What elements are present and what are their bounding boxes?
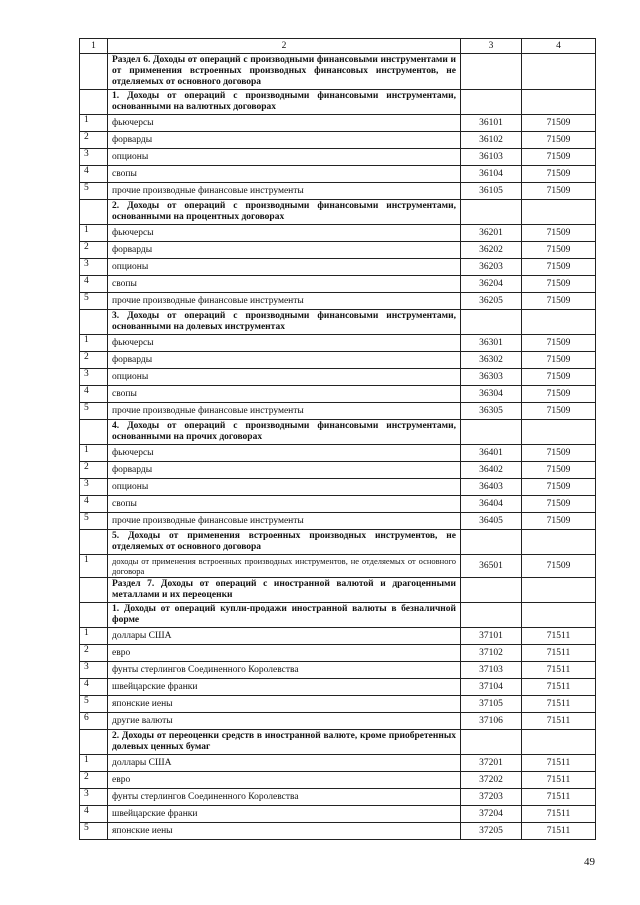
- item-name-cell: доллары США: [108, 755, 461, 772]
- row-number-cell: 1: [80, 115, 108, 132]
- item-name-cell: фунты стерлингов Соединенного Королевства: [108, 662, 461, 679]
- row-number-cell: 5: [80, 823, 108, 840]
- item-name-cell: опционы: [108, 369, 461, 386]
- account-code-cell: 36101: [461, 115, 522, 132]
- symbol-code-cell: 71509: [522, 555, 596, 578]
- account-code-cell: [461, 530, 522, 555]
- accounts-table: [79, 38, 596, 840]
- item-name-cell: прочие производные финансовые инструменты: [108, 293, 461, 310]
- item-name-cell: прочие производные финансовые инструменты: [108, 513, 461, 530]
- item-name-cell: фьючерсы: [108, 335, 461, 352]
- section-title-cell: 5. Доходы от применения встроенных производных инструментов, не отделяемых от основного договора: [108, 530, 461, 555]
- table-row: [80, 386, 596, 403]
- row-number-cell: 1: [80, 628, 108, 645]
- item-name-cell: другие валюты: [108, 713, 461, 730]
- symbol-code-cell: 71511: [522, 713, 596, 730]
- header-col-1: 1: [80, 39, 108, 54]
- symbol-code-cell: 71511: [522, 645, 596, 662]
- table-row: [80, 293, 596, 310]
- account-code-cell: [461, 603, 522, 628]
- section-title-row: [80, 603, 596, 628]
- section-title-row: [80, 54, 596, 90]
- symbol-code-cell: 71509: [522, 479, 596, 496]
- item-name-cell: доллары США: [108, 628, 461, 645]
- header-col-3: 3: [461, 39, 522, 54]
- account-code-cell: [461, 420, 522, 445]
- table-row: [80, 696, 596, 713]
- symbol-code-cell: 71509: [522, 496, 596, 513]
- row-number-cell: 3: [80, 662, 108, 679]
- table-row: [80, 496, 596, 513]
- account-code-cell: 36105: [461, 183, 522, 200]
- item-name-cell: форварды: [108, 462, 461, 479]
- row-number-cell: [80, 310, 108, 335]
- account-code-cell: 36103: [461, 149, 522, 166]
- row-number-cell: 2: [80, 645, 108, 662]
- item-name-cell: фьючерсы: [108, 115, 461, 132]
- table-row: [80, 713, 596, 730]
- section-title-row: [80, 730, 596, 755]
- item-name-cell: прочие производные финансовые инструменты: [108, 183, 461, 200]
- section-title-cell: Раздел 6. Доходы от операций с производными финансовыми инструментами и от применения встроенных производных финансовых инструментов, не отделяемых от основного договора: [108, 54, 461, 90]
- item-name-cell: опционы: [108, 149, 461, 166]
- symbol-code-cell: 71511: [522, 696, 596, 713]
- row-number-cell: 5: [80, 183, 108, 200]
- symbol-code-cell: 71509: [522, 293, 596, 310]
- symbol-code-cell: 71509: [522, 242, 596, 259]
- section-title-cell: Раздел 7. Доходы от операций с иностранной валютой и драгоценными металлами и их переоценки: [108, 578, 461, 603]
- symbol-code-cell: 71511: [522, 662, 596, 679]
- table-row: [80, 352, 596, 369]
- symbol-code-cell: 71509: [522, 403, 596, 420]
- account-code-cell: 37101: [461, 628, 522, 645]
- row-number-cell: 4: [80, 679, 108, 696]
- row-number-cell: 3: [80, 259, 108, 276]
- account-code-cell: 36204: [461, 276, 522, 293]
- account-code-cell: 37103: [461, 662, 522, 679]
- table-row: [80, 555, 596, 578]
- row-number-cell: 1: [80, 225, 108, 242]
- item-name-cell: свопы: [108, 496, 461, 513]
- header-col-2: 2: [108, 39, 461, 54]
- item-name-cell: евро: [108, 772, 461, 789]
- account-code-cell: 36304: [461, 386, 522, 403]
- row-number-cell: 5: [80, 513, 108, 530]
- table-row: [80, 166, 596, 183]
- table-row: [80, 242, 596, 259]
- account-code-cell: 36403: [461, 479, 522, 496]
- row-number-cell: 6: [80, 713, 108, 730]
- account-code-cell: 37102: [461, 645, 522, 662]
- row-number-cell: 1: [80, 445, 108, 462]
- row-number-cell: 4: [80, 806, 108, 823]
- symbol-code-cell: 71509: [522, 132, 596, 149]
- item-name-cell: швейцарские франки: [108, 806, 461, 823]
- item-name-cell: форварды: [108, 352, 461, 369]
- symbol-code-cell: 71509: [522, 166, 596, 183]
- section-title-cell: 2. Доходы от операций с производными финансовыми инструментами, основанными на процентных договорах: [108, 200, 461, 225]
- header-col-4: 4: [522, 39, 596, 54]
- table-row: [80, 772, 596, 789]
- symbol-code-cell: 71511: [522, 806, 596, 823]
- item-name-cell: форварды: [108, 132, 461, 149]
- item-name-cell: евро: [108, 645, 461, 662]
- item-name-cell: японские иены: [108, 823, 461, 840]
- table-row: [80, 115, 596, 132]
- account-code-cell: 36301: [461, 335, 522, 352]
- symbol-code-cell: 71509: [522, 513, 596, 530]
- symbol-code-cell: [522, 420, 596, 445]
- row-number-cell: 4: [80, 276, 108, 293]
- account-code-cell: 37205: [461, 823, 522, 840]
- row-number-cell: 2: [80, 132, 108, 149]
- symbol-code-cell: [522, 200, 596, 225]
- account-code-cell: [461, 200, 522, 225]
- section-title-row: [80, 200, 596, 225]
- item-name-cell: свопы: [108, 386, 461, 403]
- table-row: [80, 259, 596, 276]
- account-code-cell: 37202: [461, 772, 522, 789]
- account-code-cell: 37105: [461, 696, 522, 713]
- item-name-cell: фунты стерлингов Соединенного Королевства: [108, 789, 461, 806]
- table-row: [80, 479, 596, 496]
- account-code-cell: 36203: [461, 259, 522, 276]
- symbol-code-cell: 71509: [522, 445, 596, 462]
- symbol-code-cell: 71511: [522, 755, 596, 772]
- row-number-cell: [80, 530, 108, 555]
- section-title-row: [80, 90, 596, 115]
- table-row: [80, 645, 596, 662]
- account-code-cell: 36202: [461, 242, 522, 259]
- symbol-code-cell: [522, 603, 596, 628]
- section-title-cell: 1. Доходы от операций купли-продажи иностранной валюты в безналичной форме: [108, 603, 461, 628]
- symbol-code-cell: 71509: [522, 183, 596, 200]
- symbol-code-cell: 71509: [522, 352, 596, 369]
- page-number: 49: [584, 856, 595, 868]
- account-code-cell: 36305: [461, 403, 522, 420]
- table-row: [80, 462, 596, 479]
- account-code-cell: 36303: [461, 369, 522, 386]
- item-name-cell: фьючерсы: [108, 225, 461, 242]
- symbol-code-cell: 71509: [522, 225, 596, 242]
- account-code-cell: 37203: [461, 789, 522, 806]
- row-number-cell: 2: [80, 772, 108, 789]
- account-code-cell: 36104: [461, 166, 522, 183]
- row-number-cell: [80, 603, 108, 628]
- account-code-cell: [461, 730, 522, 755]
- table-row: [80, 276, 596, 293]
- account-code-cell: [461, 54, 522, 90]
- row-number-cell: [80, 420, 108, 445]
- symbol-code-cell: [522, 530, 596, 555]
- row-number-cell: [80, 200, 108, 225]
- table-row: [80, 662, 596, 679]
- section-title-row: [80, 420, 596, 445]
- symbol-code-cell: [522, 310, 596, 335]
- row-number-cell: 2: [80, 242, 108, 259]
- row-number-cell: 5: [80, 696, 108, 713]
- account-code-cell: 37106: [461, 713, 522, 730]
- section-title-row: [80, 530, 596, 555]
- table-row: [80, 403, 596, 420]
- symbol-code-cell: 71509: [522, 149, 596, 166]
- account-code-cell: 36405: [461, 513, 522, 530]
- account-code-cell: 36404: [461, 496, 522, 513]
- symbol-code-cell: [522, 578, 596, 603]
- symbol-code-cell: 71509: [522, 335, 596, 352]
- symbol-code-cell: 71511: [522, 772, 596, 789]
- table-row: [80, 679, 596, 696]
- row-number-cell: [80, 54, 108, 90]
- account-code-cell: [461, 310, 522, 335]
- item-name-cell: опционы: [108, 259, 461, 276]
- accounts-table-body: [80, 39, 596, 840]
- account-code-cell: 37204: [461, 806, 522, 823]
- row-number-cell: 4: [80, 386, 108, 403]
- symbol-code-cell: 71509: [522, 369, 596, 386]
- table-row: [80, 513, 596, 530]
- account-code-cell: 36402: [461, 462, 522, 479]
- row-number-cell: 1: [80, 555, 108, 578]
- row-number-cell: [80, 90, 108, 115]
- row-number-cell: 4: [80, 496, 108, 513]
- row-number-cell: 2: [80, 352, 108, 369]
- table-row: [80, 445, 596, 462]
- account-code-cell: 36401: [461, 445, 522, 462]
- table-row: [80, 755, 596, 772]
- item-name-cell: прочие производные финансовые инструменты: [108, 403, 461, 420]
- row-number-cell: 5: [80, 403, 108, 420]
- section-title-cell: 4. Доходы от операций с производными финансовыми инструментами, основанными на прочих договорах: [108, 420, 461, 445]
- row-number-cell: [80, 730, 108, 755]
- symbol-code-cell: 71511: [522, 789, 596, 806]
- section-title-row: [80, 578, 596, 603]
- item-name-cell: фьючерсы: [108, 445, 461, 462]
- section-title-cell: 3. Доходы от операций с производными финансовыми инструментами, основанными на долевых инструментах: [108, 310, 461, 335]
- table-row: [80, 149, 596, 166]
- symbol-code-cell: 71511: [522, 823, 596, 840]
- table-row: [80, 789, 596, 806]
- account-code-cell: [461, 578, 522, 603]
- symbol-code-cell: [522, 54, 596, 90]
- account-code-cell: [461, 90, 522, 115]
- item-name-cell: швейцарские франки: [108, 679, 461, 696]
- row-number-cell: 5: [80, 293, 108, 310]
- item-name-cell: японские иены: [108, 696, 461, 713]
- account-code-cell: 36302: [461, 352, 522, 369]
- section-title-cell: 1. Доходы от операций с производными финансовыми инструментами, основанными на валютных договорах: [108, 90, 461, 115]
- symbol-code-cell: 71511: [522, 679, 596, 696]
- row-number-cell: 1: [80, 755, 108, 772]
- row-number-cell: 1: [80, 335, 108, 352]
- accounts-table-sheet: [79, 38, 595, 840]
- table-row: [80, 806, 596, 823]
- item-name-cell: форварды: [108, 242, 461, 259]
- table-row: [80, 369, 596, 386]
- row-number-cell: 3: [80, 149, 108, 166]
- symbol-code-cell: 71509: [522, 115, 596, 132]
- symbol-code-cell: 71511: [522, 628, 596, 645]
- account-code-cell: 36501: [461, 555, 522, 578]
- symbol-code-cell: 71509: [522, 462, 596, 479]
- table-row: [80, 628, 596, 645]
- account-code-cell: 36201: [461, 225, 522, 242]
- row-number-cell: 3: [80, 369, 108, 386]
- account-code-cell: 37104: [461, 679, 522, 696]
- item-name-cell: доходы от применения встроенных производных инструментов, не отделяемых от основного договора: [108, 555, 461, 578]
- table-header-row: [80, 39, 596, 54]
- row-number-cell: 3: [80, 479, 108, 496]
- table-row: [80, 183, 596, 200]
- table-row: [80, 225, 596, 242]
- item-name-cell: свопы: [108, 276, 461, 293]
- row-number-cell: 2: [80, 462, 108, 479]
- section-title-row: [80, 310, 596, 335]
- row-number-cell: 3: [80, 789, 108, 806]
- table-row: [80, 823, 596, 840]
- item-name-cell: опционы: [108, 479, 461, 496]
- row-number-cell: [80, 578, 108, 603]
- symbol-code-cell: 71509: [522, 259, 596, 276]
- account-code-cell: 36205: [461, 293, 522, 310]
- section-title-cell: 2. Доходы от переоценки средств в иностранной валюте, кроме приобретенных долевых ценных бумаг: [108, 730, 461, 755]
- table-row: [80, 335, 596, 352]
- table-row: [80, 132, 596, 149]
- symbol-code-cell: [522, 90, 596, 115]
- item-name-cell: свопы: [108, 166, 461, 183]
- symbol-code-cell: [522, 730, 596, 755]
- row-number-cell: 4: [80, 166, 108, 183]
- symbol-code-cell: 71509: [522, 276, 596, 293]
- account-code-cell: 36102: [461, 132, 522, 149]
- symbol-code-cell: 71509: [522, 386, 596, 403]
- account-code-cell: 37201: [461, 755, 522, 772]
